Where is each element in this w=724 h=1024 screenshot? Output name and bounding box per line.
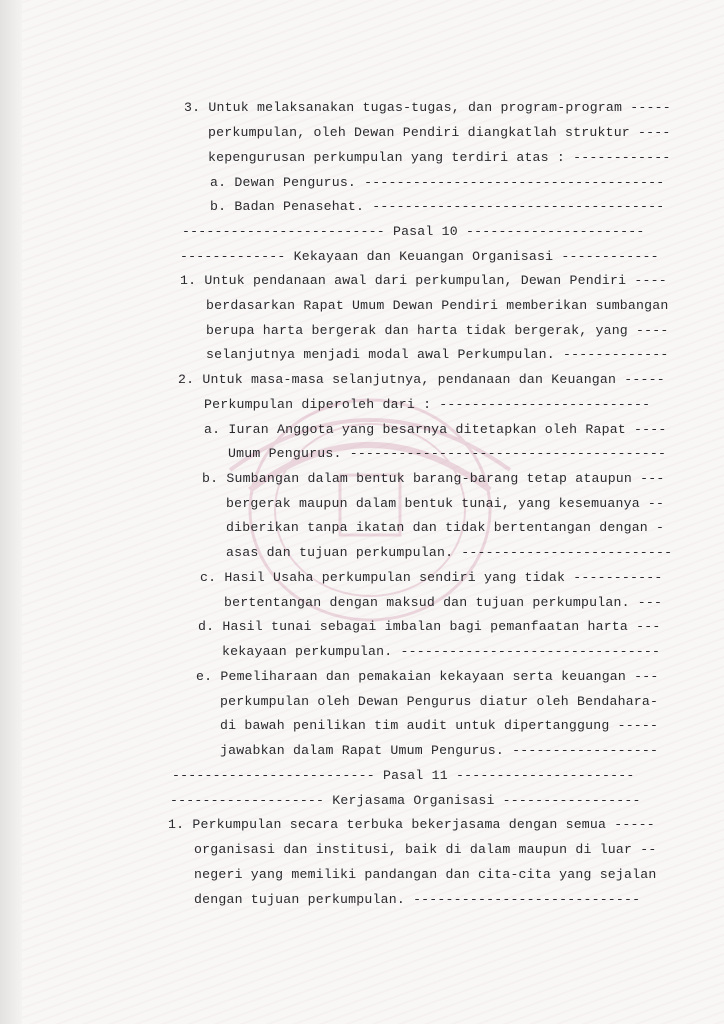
doc-line: diberikan tanpa ikatan dan tidak bertentangan dengan - [226, 520, 665, 535]
doc-line: c. Hasil Usaha perkumpulan sendiri yang tidak ----------- [200, 570, 663, 585]
page-binding-edge [0, 0, 22, 1024]
doc-line: b. Badan Penasehat. ------------------------------------ [210, 199, 665, 214]
doc-line: berupa harta bergerak dan harta tidak bergerak, yang ---- [206, 323, 669, 338]
doc-line: perkumpulan, oleh Dewan Pendiri diangkatlah struktur ---- [208, 125, 671, 140]
doc-line: kekayaan perkumpulan. -------------------------------- [222, 644, 661, 659]
doc-line: bertentangan dengan maksud dan tujuan perkumpulan. --- [224, 595, 663, 610]
doc-line: di bawah penilikan tim audit untuk dipertanggung ----- [220, 718, 659, 733]
doc-line: jawabkan dalam Rapat Umum Pengurus. ------------------ [220, 743, 659, 758]
doc-line: dengan tujuan perkumpulan. ---------------------------- [194, 892, 641, 907]
doc-line: 3. Untuk melaksanakan tugas-tugas, dan program-program ----- [184, 100, 671, 115]
doc-line: selanjutnya menjadi modal awal Perkumpulan. ------------- [206, 347, 669, 362]
doc-line: Perkumpulan diperoleh dari : -------------------------- [204, 397, 651, 412]
doc-line: 1. Perkumpulan secara terbuka bekerjasama dengan semua ----- [168, 817, 655, 832]
doc-line: Umum Pengurus. --------------------------------------- [228, 446, 667, 461]
doc-line: organisasi dan institusi, baik di dalam maupun di luar -- [194, 842, 657, 857]
article-title: ------------------- Kerjasama Organisasi ----------------- [170, 793, 641, 808]
article-heading-pasal-11: ------------------------- Pasal 11 ---------------------- [172, 768, 635, 783]
doc-line: kepengurusan perkumpulan yang terdiri atas : ------------ [208, 150, 671, 165]
doc-line: bergerak maupun dalam bentuk tunai, yang kesemuanya -- [226, 496, 665, 511]
doc-line: a. Iuran Anggota yang besarnya ditetapkan oleh Rapat ---- [204, 422, 667, 437]
article-title: ------------- Kekayaan dan Keuangan Organisasi ------------ [180, 249, 659, 264]
doc-line: e. Pemeliharaan dan pemakaian kekayaan serta keuangan --- [196, 669, 659, 684]
doc-line: asas dan tujuan perkumpulan. -------------------------- [226, 545, 673, 560]
doc-line: negeri yang memiliki pandangan dan cita-cita yang sejalan [194, 867, 657, 882]
doc-line: a. Dewan Pengurus. ------------------------------------- [210, 175, 665, 190]
doc-line: d. Hasil tunai sebagai imbalan bagi pemanfaatan harta --- [198, 619, 661, 634]
doc-line: 2. Untuk masa-masa selanjutnya, pendanaan dan Keuangan ----- [178, 372, 665, 387]
doc-line: 1. Untuk pendanaan awal dari perkumpulan, Dewan Pendiri ---- [180, 273, 667, 288]
article-heading-pasal-10: ------------------------- Pasal 10 ---------------------- [182, 224, 645, 239]
doc-line: perkumpulan oleh Dewan Pengurus diatur oleh Bendahara- [220, 694, 659, 709]
doc-line: berdasarkan Rapat Umum Dewan Pendiri memberikan sumbangan [206, 298, 669, 313]
doc-line: b. Sumbangan dalam bentuk barang-barang tetap ataupun --- [202, 471, 665, 486]
